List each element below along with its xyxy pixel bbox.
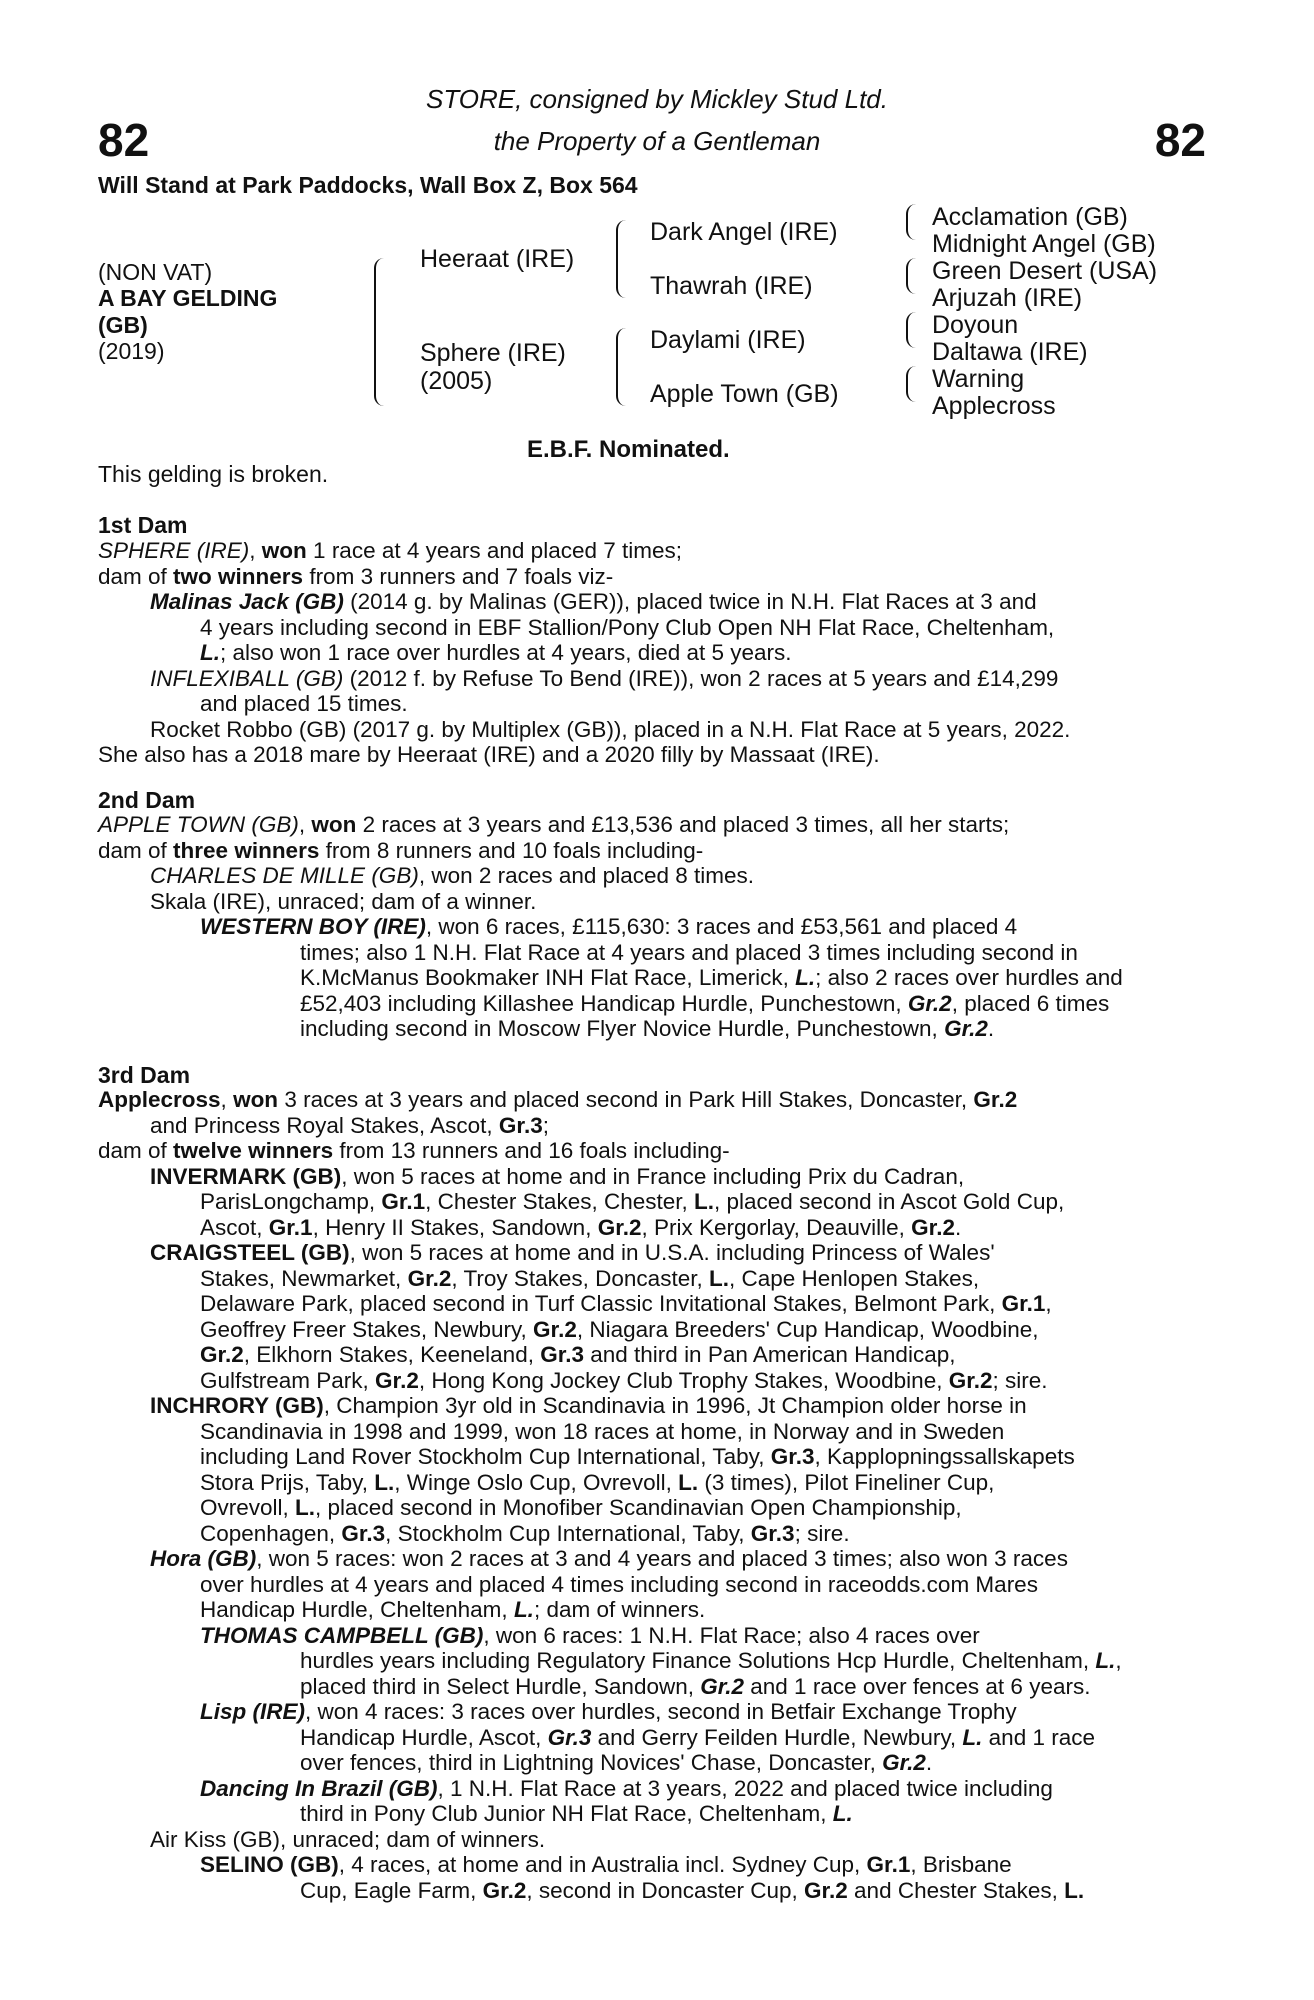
progeny-name: THOMAS CAMPBELL (GB): [200, 1622, 484, 1648]
progeny-name: SELINO (GB): [200, 1852, 339, 1877]
text: ; sire.: [992, 1367, 1048, 1393]
first-dam-heading: 1st Dam: [98, 512, 188, 538]
text: L.: [708, 1265, 729, 1291]
pedigree-dsd: Daltawa (IRE): [932, 338, 1088, 366]
text: ; sire.: [794, 1520, 850, 1546]
progeny-name: Lisp (IRE): [200, 1699, 305, 1724]
pedigree-ssd: Midnight Angel (GB): [932, 230, 1156, 258]
text: three winners: [173, 837, 320, 863]
pedigree-sire-sire: Dark Angel (IRE): [650, 218, 838, 246]
text: Gr.3: [540, 1342, 584, 1367]
text: Gr.3: [341, 1520, 386, 1546]
text: 2 races at 3 years and £13,536 and placed 3 times, all her starts;: [356, 812, 1010, 837]
text: , 1 N.H. Flat Race at 3 years, 2022 and placed twice including: [437, 1775, 1053, 1801]
pedigree-brace-4: [906, 366, 918, 402]
text: , Stockholm Cup International, Taby,: [385, 1520, 751, 1546]
dam-name: SPHERE (IRE): [98, 538, 250, 563]
horse-note: This gelding is broken.: [98, 461, 329, 487]
text: and 1 race over fences at 6 years.: [744, 1673, 1091, 1699]
text: , Troy Stakes, Doncaster,: [451, 1265, 709, 1291]
text: and 1 race: [982, 1724, 1095, 1750]
text: ; also 2 races over hurdles and: [815, 965, 1123, 990]
text: £52,403 including Killashee Handicap Hurdle, Punchestown,: [300, 990, 908, 1016]
text: , won 5 races at home and in U.S.A. including Princess of Wales': [349, 1240, 995, 1265]
pedigree-brace-3: [906, 312, 918, 348]
text: (3 times), Pilot Fineliner Cup,: [698, 1469, 995, 1495]
text: ;: [542, 1112, 549, 1138]
text: , Niagara Breeders' Cup Handicap, Woodbine,: [576, 1316, 1039, 1342]
pedigree-sire-dam: Thawrah (IRE): [650, 272, 813, 300]
text: K.McManus Bookmaker INH Flat Race, Limerick,: [300, 965, 796, 990]
pedigree-sds: Green Desert (USA): [932, 257, 1158, 285]
text: Air Kiss (GB), unraced; dam of winners.: [150, 1826, 546, 1852]
text: , Elkhorn Stakes, Keeneland,: [243, 1342, 541, 1367]
text: ,: [298, 812, 312, 837]
text: , won 5 races: won 2 races at 3 and 4 years and placed 3 times; also won 3 races: [256, 1546, 1068, 1571]
text: won: [233, 1087, 279, 1112]
text: placed third in Select Hurdle, Sandown,: [300, 1673, 701, 1699]
text: (2014 g. by Malinas (GER)), placed twice in N.H. Flat Races at 3 and: [343, 589, 1037, 614]
text: Gulfstream Park,: [200, 1367, 376, 1393]
text: L.: [694, 1189, 715, 1214]
text: Gr.2: [200, 1342, 244, 1367]
text: Gr.1: [1001, 1291, 1046, 1316]
text: Gr.2: [944, 1016, 988, 1041]
text: won: [261, 538, 307, 563]
text: Stora Prijs, Taby,: [200, 1469, 375, 1495]
third-dam-heading: 3rd Dam: [98, 1062, 191, 1088]
text: ; also won 1 race over hurdles at 4 years, died at 5 years.: [220, 640, 792, 665]
pedigree-brace-sire: [616, 220, 630, 298]
pedigree-brace-1: [906, 204, 918, 240]
text: , placed second in Ascot Gold Cup,: [714, 1189, 1065, 1214]
dam-name: Applecross: [98, 1087, 221, 1112]
text: L.: [678, 1469, 699, 1495]
text: from 8 runners and 10 foals including-: [319, 837, 704, 863]
text: Copenhagen,: [200, 1520, 342, 1546]
pedigree-brace-2: [906, 258, 918, 294]
pedigree-dam-dam: Apple Town (GB): [650, 380, 839, 408]
text: third in Pony Club Junior NH Flat Race, Cheltenham,: [300, 1801, 833, 1826]
text: from 13 runners and 16 foals including-: [333, 1138, 730, 1163]
text: , placed second in Monofiber Scandinavian Open Championship,: [315, 1495, 962, 1520]
text: including second in Moscow Flyer Novice Hurdle, Punchestown,: [300, 1016, 945, 1041]
text: hurdles years including Regulatory Finance Solutions Hcp Hurdle, Cheltenham,: [300, 1648, 1096, 1673]
text: and third in Pan American Handicap,: [584, 1342, 956, 1367]
text: and placed 15 times.: [200, 691, 408, 716]
text: .: [987, 1016, 995, 1041]
text: Gr.2: [973, 1087, 1018, 1112]
text: L.: [962, 1724, 983, 1750]
text: ParisLongchamp,: [200, 1189, 382, 1214]
text: Gr.3: [547, 1724, 592, 1750]
first-dam-section: [98, 538, 1198, 768]
pedigree-dam: Sphere (IRE): [420, 339, 566, 367]
horse-description: A BAY GELDING: [98, 285, 278, 311]
text: twelve winners: [173, 1138, 334, 1163]
text: Gr.2: [482, 1877, 527, 1903]
text: 4 years including second in EBF Stallion/Pony Club Open NH Flat Race, Cheltenham,: [200, 614, 1055, 640]
text: , won 4 races: 3 races over hurdles, second in Betfair Exchange Trophy: [305, 1699, 1017, 1724]
text: Stakes, Newmarket,: [200, 1265, 408, 1291]
progeny-name: CHARLES DE MILLE (GB): [150, 863, 419, 888]
pedigree-dam-sire: Daylami (IRE): [650, 326, 806, 354]
text: , won 6 races: 1 N.H. Flat Race; also 4 races over: [483, 1622, 980, 1648]
text: dam of: [98, 1138, 174, 1163]
second-dam-heading: 2nd Dam: [98, 787, 196, 813]
lot-number-right: 82: [1154, 114, 1206, 166]
text: Skala (IRE), unraced; dam of a winner.: [150, 888, 537, 914]
text: , won 6 races, £115,630: 3 races and £53,561 and placed 4: [425, 914, 1018, 939]
ebf-nominated: E.B.F. Nominated.: [527, 436, 730, 463]
text: Gr.1: [866, 1852, 911, 1877]
text: Ovrevoll,: [200, 1495, 296, 1520]
progeny-name: Hora (GB): [150, 1546, 257, 1571]
progeny-name: INFLEXIBALL (GB): [150, 665, 344, 691]
text: ,: [220, 1087, 234, 1112]
text: She also has a 2018 mare by Heeraat (IRE) and a 2020 filly by Massaat (IRE).: [98, 742, 880, 767]
text: Gr.2: [700, 1673, 745, 1699]
horse-origin: (GB): [98, 312, 148, 338]
text: Delaware Park, placed second in Turf Classic Invitational Stakes, Belmont Park,: [200, 1291, 1002, 1316]
text: L.: [200, 640, 220, 665]
vat-status: (NON VAT): [98, 259, 213, 285]
pedigree-dam-year: (2005): [420, 367, 493, 395]
progeny-name: CRAIGSTEEL (GB): [150, 1240, 350, 1265]
text: including Land Rover Stockholm Cup International, Taby,: [200, 1444, 771, 1469]
text: , won 5 races at home and in France including Prix du Cadran,: [341, 1163, 965, 1189]
progeny-name: INVERMARK (GB): [150, 1163, 342, 1189]
text: , Chester Stakes, Chester,: [425, 1189, 695, 1214]
pedigree-dss: Doyoun: [932, 311, 1019, 339]
horse-year: (2019): [98, 338, 165, 364]
text: , second in Doncaster Cup,: [526, 1877, 805, 1903]
text: , Champion 3yr old in Scandinavia in 1996, Jt Champion older horse in: [323, 1393, 1027, 1418]
text: L.: [374, 1469, 395, 1495]
text: ,: [249, 538, 262, 563]
pedigree-brace-dam: [616, 328, 630, 406]
text: and Gerry Feilden Hurdle, Newbury,: [591, 1724, 963, 1750]
pedigree-sss: Acclamation (GB): [932, 203, 1128, 231]
text: , Winge Oslo Cup, Ovrevoll,: [394, 1469, 679, 1495]
text: 1 race at 4 years and placed 7 times;: [306, 538, 683, 563]
progeny-name: Malinas Jack (GB): [150, 589, 344, 614]
progeny-name: Dancing In Brazil (GB): [200, 1775, 438, 1801]
consignor-line: STORE, consigned by Mickley Stud Ltd.: [426, 84, 888, 114]
text: L.: [1064, 1877, 1085, 1903]
second-dam-section: [98, 812, 1198, 1042]
text: L.: [513, 1597, 534, 1622]
text: times; also 1 N.H. Flat Race at 4 years and placed 3 times including second in: [300, 939, 1078, 965]
text: Ascot,: [200, 1214, 269, 1240]
lot-number-left: 82: [98, 114, 150, 166]
text: Geoffrey Freer Stakes, Newbury,: [200, 1316, 534, 1342]
text: L.: [295, 1495, 316, 1520]
text: ,: [1115, 1648, 1122, 1673]
property-line: the Property of a Gentleman: [493, 126, 821, 156]
text: Gr.1: [381, 1189, 426, 1214]
text: .: [954, 1214, 962, 1240]
text: 3 races at 3 years and placed second in Park Hill Stakes, Doncaster,: [278, 1087, 974, 1112]
text: Gr.1: [268, 1214, 313, 1240]
text: Gr.3: [770, 1444, 815, 1469]
text: and Princess Royal Stakes, Ascot,: [150, 1112, 499, 1138]
text: over hurdles at 4 years and placed 4 times including second in raceodds.com Mares: [200, 1571, 1038, 1597]
text: L.: [795, 965, 816, 990]
text: Gr.2: [533, 1316, 577, 1342]
text: L.: [1095, 1648, 1116, 1673]
text: , Cape Henlopen Stakes,: [728, 1265, 980, 1291]
third-dam-section: [98, 1087, 1198, 1903]
text: , 4 races, at home and in Australia incl. Sydney Cup,: [338, 1852, 867, 1877]
pedigree-sdd: Arjuzah (IRE): [932, 284, 1083, 312]
text: , Brisbane: [910, 1852, 1012, 1877]
text: Gr.2: [375, 1367, 419, 1393]
text: Scandinavia in 1998 and 1999, won 18 races at home, in Norway and in Sweden: [200, 1418, 1005, 1444]
dam-name: APPLE TOWN (GB): [98, 812, 299, 837]
text: from 3 runners and 7 foals viz-: [303, 563, 614, 589]
text: , placed 6 times: [951, 990, 1110, 1016]
text: (2012 f. by Refuse To Bend (IRE)), won 2 races at 5 years and £14,299: [343, 665, 1059, 691]
text: ; dam of winners.: [533, 1597, 706, 1622]
text: Gr.3: [498, 1112, 543, 1138]
pedigree-brace-main: [374, 258, 390, 406]
text: Gr.2: [804, 1877, 848, 1903]
pedigree-dds: Warning: [932, 365, 1025, 393]
text: Rocket Robbo (GB) (2017 g. by Multiplex (GB)), placed in a N.H. Flat Race at 5 years, 2022.: [150, 716, 1071, 742]
text: Gr.2: [911, 1214, 955, 1240]
stand-location: Will Stand at Park Paddocks, Wall Box Z, Box 564: [98, 172, 638, 198]
text: Gr.2: [407, 1265, 452, 1291]
text: over fences, third in Lightning Novices' Chase, Doncaster,: [300, 1750, 883, 1775]
text: Gr.2: [597, 1214, 642, 1240]
pedigree-ddd: Applecross: [932, 392, 1056, 420]
text: won: [311, 812, 357, 837]
text: , Hong Kong Jockey Club Trophy Stakes, Woodbine,: [418, 1367, 949, 1393]
text: ,: [1045, 1291, 1052, 1316]
text: two winners: [173, 563, 304, 589]
text: , Prix Kergorlay, Deauville,: [641, 1214, 912, 1240]
text: Handicap Hurdle, Ascot,: [300, 1724, 548, 1750]
text: dam of: [98, 837, 174, 863]
text: Handicap Hurdle, Cheltenham,: [200, 1597, 514, 1622]
text: and Chester Stakes,: [847, 1877, 1065, 1903]
text: , Henry II Stakes, Sandown,: [312, 1214, 598, 1240]
progeny-name: WESTERN BOY (IRE): [200, 914, 426, 939]
text: Gr.3: [750, 1520, 795, 1546]
text: Gr.2: [907, 990, 952, 1016]
text: , Kapplopningssallskapets: [814, 1444, 1075, 1469]
text: Cup, Eagle Farm,: [300, 1877, 483, 1903]
pedigree-sire: Heeraat (IRE): [420, 245, 575, 273]
progeny-name: INCHRORY (GB): [150, 1393, 324, 1418]
text: .: [925, 1750, 933, 1775]
text: Gr.2: [882, 1750, 926, 1775]
text: L.: [832, 1801, 853, 1826]
text: , won 2 races and placed 8 times.: [418, 863, 755, 888]
text: Gr.2: [948, 1367, 993, 1393]
text: dam of: [98, 563, 174, 589]
